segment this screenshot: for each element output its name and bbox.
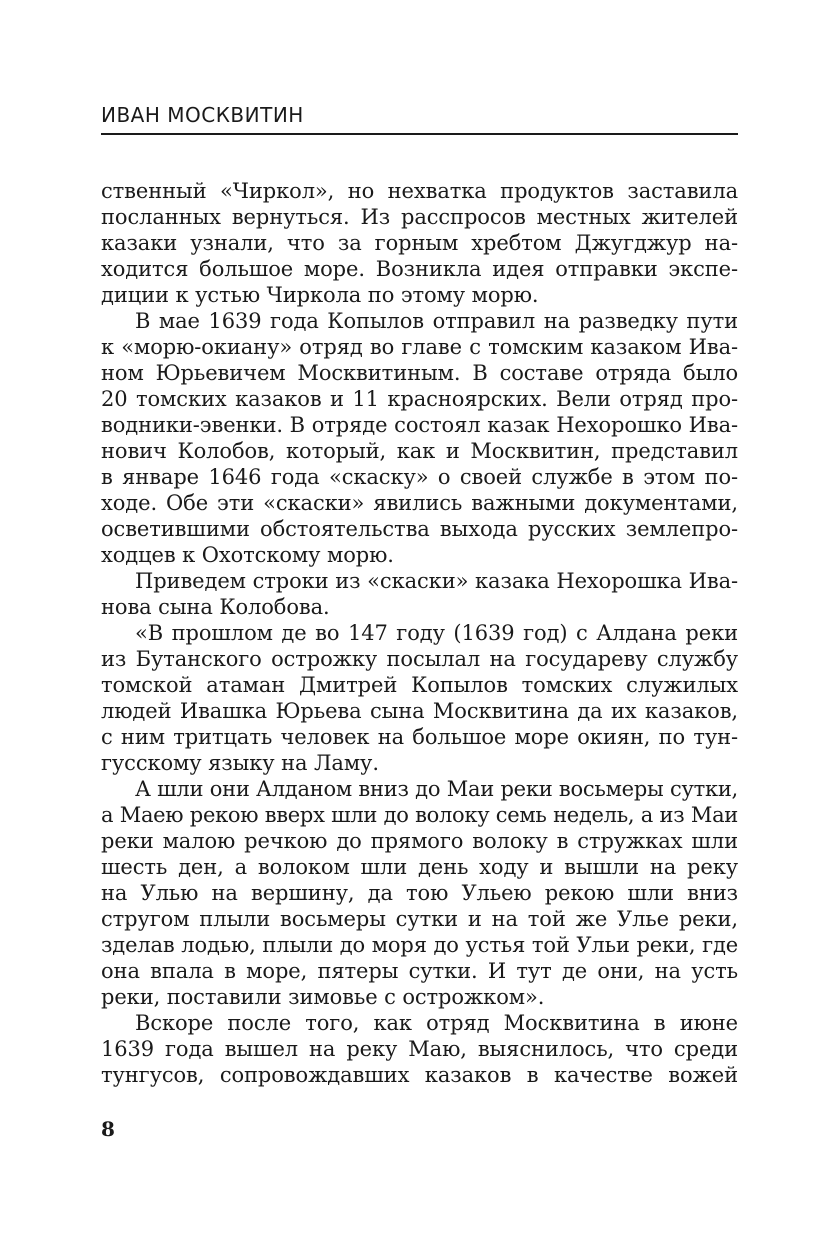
text-line: зделав лодью, плыли до моря до устья той Ульи реки, где	[101, 933, 738, 957]
text-line: «В прошлом де во 147 году (1639 год) с Алдана реки	[135, 621, 738, 645]
text-line: шесть ден, а волоком шли день ходу и вышли на реку	[101, 855, 738, 879]
text-line: она впала в море, пятеры сутки. И тут де они, на усть	[101, 959, 738, 983]
header-rule	[101, 133, 738, 135]
page-number: 8	[101, 1117, 115, 1141]
text-line: казаки узнали, что за горным хребтом Джугджур на-	[101, 231, 738, 255]
text-line: посланных вернуться. Из расспросов местных жителей	[101, 205, 738, 229]
text-line: в январе 1646 года «скаску» о своей службе в этом по-	[101, 465, 738, 489]
text-line: реки, поставили зимовье с острожком».	[101, 985, 545, 1009]
text-line: гусскому языку на Ламу.	[101, 751, 379, 775]
paragraph	[101, 620, 738, 776]
text-line: из Бутанского острожку посылал на государеву службу	[101, 647, 738, 671]
text-line: реки малою речкою до прямого волоку в стружках шли	[101, 829, 738, 853]
text-line: ственный «Чиркол», но нехватка продуктов заставила	[101, 179, 738, 203]
body-text	[101, 178, 738, 1088]
text-line: людей Ивашка Юрьева сына Москвитина да их казаков,	[101, 699, 738, 723]
text-line: ходцев к Охотскому морю.	[101, 543, 394, 567]
text-line: томской атаман Дмитрей Копылов томских служилых	[101, 673, 738, 697]
text-line: тунгусов, сопровождавших казаков в качестве вожей	[101, 1063, 738, 1087]
paragraph	[101, 178, 738, 308]
text-line: с ним тритцать человек на большое море окиян, по тун-	[101, 725, 738, 749]
text-line: осветившими обстоятельства выхода русских землепро-	[101, 517, 738, 541]
text-line: В мае 1639 года Копылов отправил на разведку пути	[135, 309, 738, 333]
text-line: ходится большое море. Возникла идея отправки экспе-	[101, 257, 738, 281]
text-line: стругом плыли восьмеры сутки и на той же Улье реки,	[101, 907, 738, 931]
text-line: к «морю-окиану» отряд во главе с томским казаком Ива-	[101, 335, 738, 359]
text-line: нович Колобов, который, как и Москвитин, представил	[101, 439, 738, 463]
text-line: водники-эвенки. В отряде состоял казак Нехорошко Ива-	[101, 413, 738, 437]
text-line: Приведем строки из «скаски» казака Нехорошка Ива-	[135, 569, 738, 593]
text-line: на Улью на вершину, да тою Ульею рекою шли вниз	[101, 881, 738, 905]
text-line: ходе. Обе эти «скаски» явились важными документами,	[101, 491, 738, 515]
paragraph	[101, 308, 738, 568]
running-title: ИВАН МОСКВИТИН	[101, 103, 304, 127]
text-line: диции к устью Чиркола по этому морю.	[101, 283, 539, 307]
paragraph	[101, 776, 738, 1010]
text-line: 1639 года вышел на реку Маю, выяснилось, что среди	[101, 1037, 738, 1061]
paragraph	[101, 1010, 738, 1088]
paragraph	[101, 568, 738, 620]
text-line: ном Юрьевичем Москвитиным. В составе отряда было	[101, 361, 738, 385]
text-line: А шли они Алданом вниз до Маи реки восьмеры сутки,	[135, 777, 738, 801]
text-line: 20 томских казаков и 11 красноярских. Вели отряд про-	[101, 387, 738, 411]
text-line: нова сына Колобова.	[101, 595, 330, 619]
text-line: Вскоре после того, как отряд Москвитина в июне	[135, 1011, 738, 1035]
text-line: а Маею рекою вверх шли до волоку семь недель, а из Маи	[101, 803, 738, 827]
